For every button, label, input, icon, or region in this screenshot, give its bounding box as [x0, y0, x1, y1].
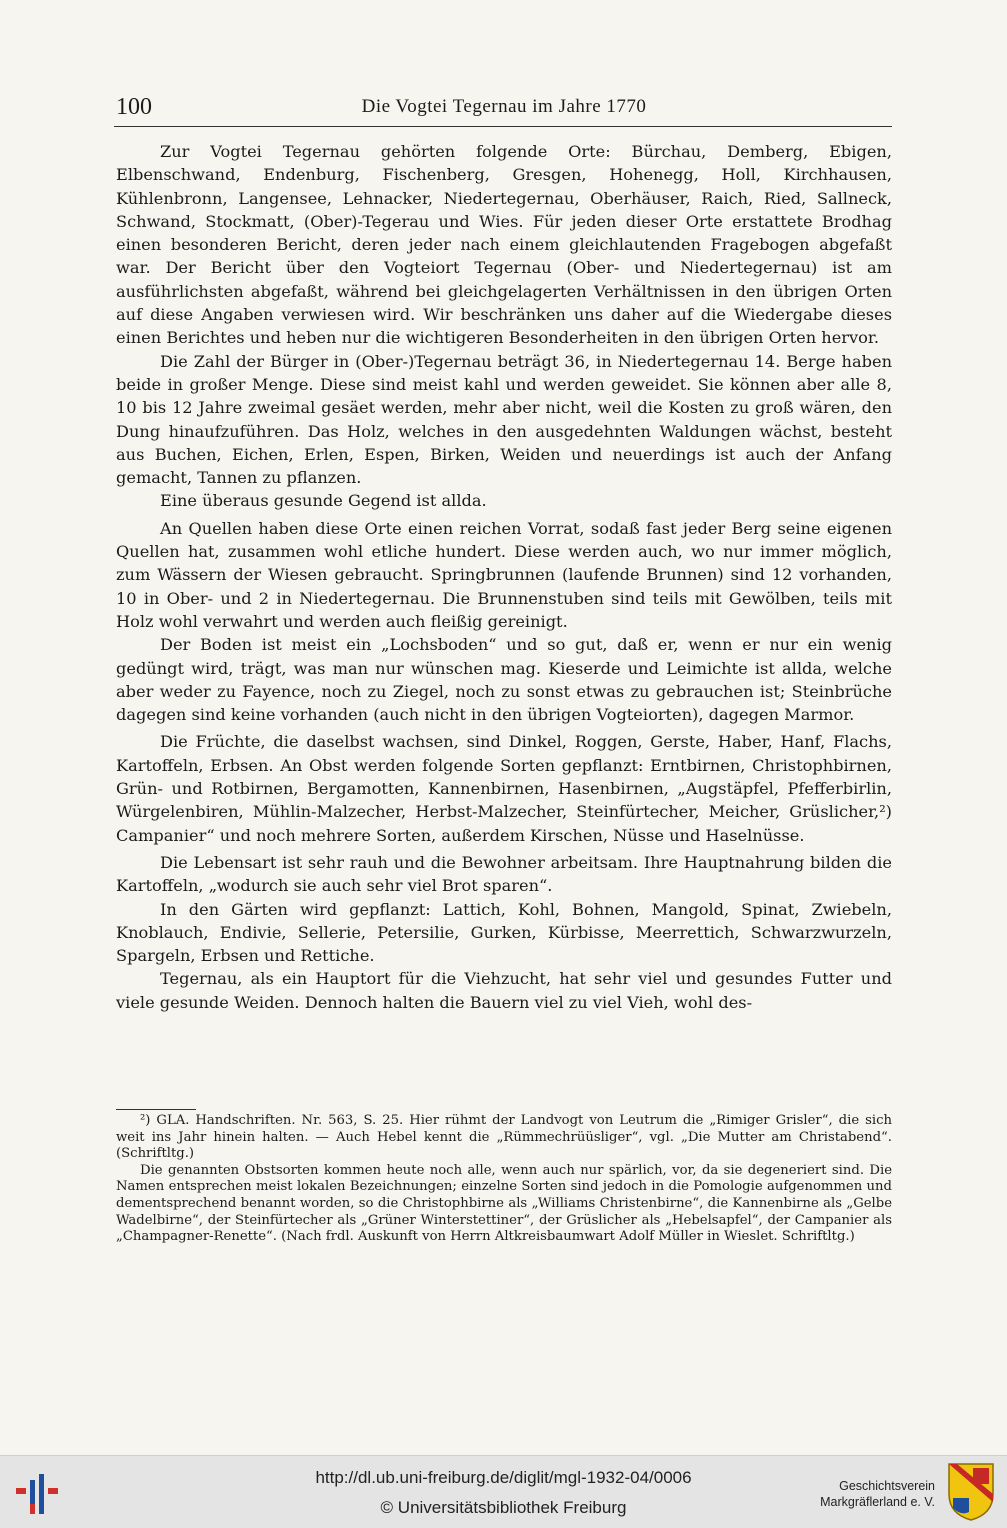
footnotes: [116, 1113, 892, 1246]
organization-line: Geschichtsverein: [839, 1479, 935, 1493]
footnote-rule: [116, 1109, 196, 1110]
body-text: [116, 140, 892, 1014]
paragraph: An Quellen haben diese Orte einen reichen Vorrat, sodaß fast jeder Berg seine eigenen Quellen hat, zusammen wohl etliche hundert. Diese werden auch, wo nur immer möglich, zum Wässern der Wiesen gebraucht. Springbrunnen (laufende Brunnen) sind 12 vorhanden, 10 in Ober- und 2 in Niedertegernau. Die Brunnenstuben sind teils mit Gewölben, teils mit Holz wohl verwahrt und werden auch fleißig gereinigt.: [116, 518, 892, 631]
page-number: 100: [116, 94, 152, 120]
organization-name: [820, 1478, 935, 1510]
paragraph: Der Boden ist meist ein „Lochsboden“ und so gut, daß er, wenn er nur ein wenig gedüngt wird, trägt, was man nur wünschen mag. Kieserde und Leimichte ist allda, welche aber weder zu Fayence, noch zu Ziegel, noch zu sonst etwas zu gebrauchen ist; Steinbrüche dagegen sind keine vorhanden (auch nicht in den übrigen Vogteiorten), dagegen Marmor.: [116, 635, 892, 725]
paragraph: Tegernau, als ein Hauptort für die Viehzucht, hat sehr viel und gesundes Futter und viele gesunde Weiden. Dennoch halten die Bauern viel zu viel Vieh, wohl des-: [116, 969, 892, 1012]
running-title: Die Vogtei Tegernau im Jahre 1770: [361, 96, 647, 117]
paragraph: In den Gärten wird gepflanzt: Lattich, Kohl, Bohnen, Mangold, Spinat, Zwiebeln, Knoblauch, Endivie, Sellerie, Petersilie, Gurken, Kürbisse, Meerrettich, Schwarzwurzeln, Spargeln, Erbsen und Rettiche.: [116, 899, 892, 966]
footnote: Die genannten Obstsorten kommen heute noch alle, wenn auch nur spärlich, vor, da sie degeneriert sind. Die Namen entsprechen meist lokalen Bezeichnungen; einzelne Sorten sind jedoch in die Pomologie aufgenommen und dementsprechend benannt worden, so die Christophbirne als „Williams Christenbirne“, die Kannenbirne als „Gelbe Wadelbirne“, der Steinfürtecher als „Grüner Winterstettiner“, der Grüslicher als „Hebelsapfel“, der Campanier als „Champagner-Renette“. (Nach frdl. Auskunft von Herrn Altkreisbaumwart Adolf Müller in Wieslet. Schriftltg.): [116, 1162, 892, 1245]
paragraph: Eine überaus gesunde Gegend ist allda.: [160, 491, 487, 511]
page-header: [116, 92, 892, 124]
paragraph: Die Zahl der Bürger in (Ober-)Tegernau beträgt 36, in Niedertegernau 14. Berge haben beide in großer Menge. Diese sind meist kahl und werden geweidet. Sie können aber alle 8, 10 bis 12 Jahre zweimal gesäet werden, mehr aber nicht, weil die Kosten zu groß wären, den Dung hinaufzuführen. Das Holz, welches in den ausgedehnten Waldungen wächst, besteht aus Buchen, Eichen, Erlen, Espen, Birken, Weiden und neuerdings ist auch der Anfang gemacht, Tannen zu pflanzen.: [116, 351, 892, 488]
footnote: ²) GLA. Handschriften. Nr. 563, S. 25. Hier rühmt der Landvogt von Leutrum die „Rimiger Grisler“, die sich weit ins Jahr hinein halten. — Auch Hebel kennt die „Rümmechrüüsliger“, vgl. „Die Mutter am Christabend“. (Schriftltg.): [116, 1113, 892, 1162]
paragraph: Die Früchte, die daselbst wachsen, sind Dinkel, Roggen, Gerste, Haber, Hanf, Flachs, Kartoffeln, Erbsen. An Obst werden folgende Sorten gepflanzt: Erntbirnen, Christophbirnen, Grün- und Rotbirnen, Bergamotten, Kannenbirnen, Hasenbirnen, „Augstäpfel, Pfefferbirlin, Würgelenbiren, Mühlin-Malzecher, Herbst-Malzecher, Steinfürtecher, Meicher, Grüslicher,²) Campanier“ und noch mehrere Sorten, außerdem Kirschen, Nüsse und Haselnüsse.: [116, 732, 892, 845]
permalink-url[interactable]: http://dl.ub.uni-freiburg.de/diglit/mgl-1932-04/0006: [315, 1468, 692, 1487]
coat-of-arms-icon: [947, 1462, 995, 1522]
copyright-notice: © Universitätsbibliothek Freiburg: [380, 1498, 627, 1517]
organization-line: Markgräflerland e. V.: [820, 1495, 935, 1509]
paragraph: Zur Vogtei Tegernau gehörten folgende Orte: Bürchau, Demberg, Ebigen, Elbenschwand, Endenburg, Fischenberg, Gresgen, Hohenegg, Holl, Kirchhausen, Kühlenbronn, Langensee, Lehnacker, Niedertegernau, Oberhäuser, Raich, Ried, Sallneck, Schwand, Stockmatt, (Ober)-Tegerau und Wies. Für jeden dieser Orte erstattete Brodhag einen besonderen Bericht, deren jeder nach einem gleichlautenden Fragebogen abgefaßt war. Der Bericht über den Vogteiort Tegernau (Ober- und Niedertegernau) ist am ausführlichsten abgefaßt, während bei gleichgelagerten Verhältnissen in den übrigen Orten auf diese Angaben verwiesen wird. Wir beschränken uns daher auf die Wiedergabe dieses einen Berichtes und heben nur die wichtigeren Besonderheiten in den übrigen Orten hervor.: [116, 142, 892, 348]
paragraph: Die Lebensart ist sehr rauh und die Bewohner arbeitsam. Ihre Hauptnahrung bilden die Kartoffeln, „wodurch sie auch sehr viel Brot sparen“.: [116, 852, 892, 896]
header-rule: [114, 126, 892, 127]
viewer-footer: [0, 1455, 1007, 1528]
